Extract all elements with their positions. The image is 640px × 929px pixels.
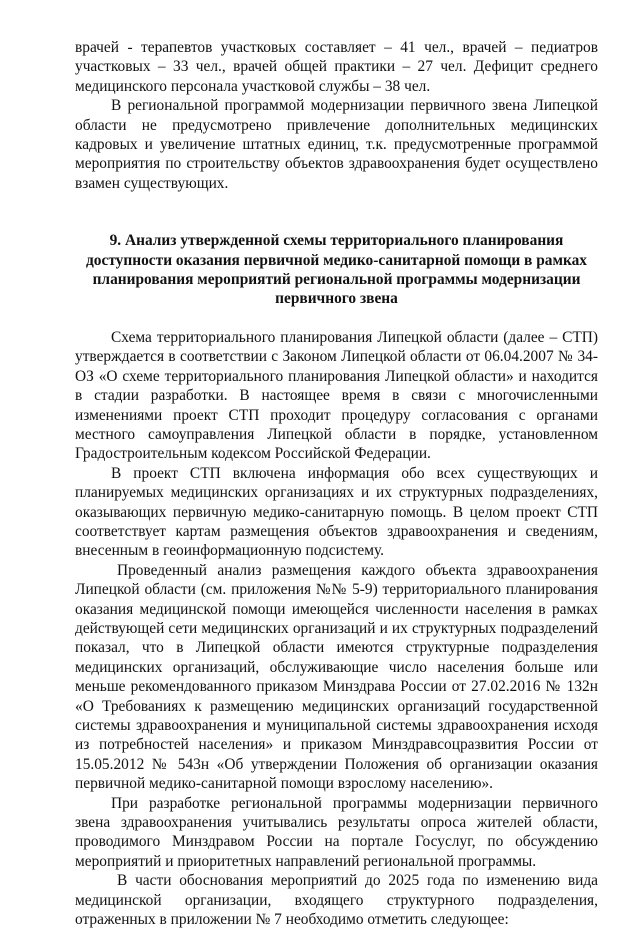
- paragraph-staff-counts: врачей - терапевтов участковых составляет – 41 чел., врачей – педиатров участковых – 33 чел., врачей общей практики – 27 чел. Дефицит среднего медицинского персонала участковой службы – 38 чел.: [75, 39, 598, 95]
- section-heading: 9. Анализ утвержденной схемы территориального планирования доступности оказания первичной медико-санитарной помощи в рамках планирования мероприятий региональной программы модернизации первичного звена: [86, 232, 587, 308]
- document-page: [75, 38, 598, 929]
- paragraph-stp-scheme: Схема территориального планирования Липецкой области (далее – СТП) утверждается в соответствии с Законом Липецкой области от 06.04.2007 № 34-ОЗ «О схеме территориального планирования Липецкой области» и находится в стадии разработки. В настоящее время в связи с многочисленными изменениями проект СТП проходит процедуру согласования с органами местного самоуправления Липецкой области в порядке, установленном Градостроительным кодексом Российской Федерации.: [75, 328, 598, 463]
- paragraph-placement-analysis: Проведенный анализ размещения каждого объекта здравоохранения Липецкой области (см. приложения №№ 5-9) территориального планирования оказания медицинской помощи имеющейся численности населения в рамках действующей сети медицинских организаций и их структурных подразделений показал, что в Липецкой области имеются структурные подразделения медицинских организаций, обслуживающие число населения больше или меньше рекомендованного приказом Минздрава России от 27.02.2016 № 132н «О Требованиях к размещению медицинских организаций государственной системы здравоохранения и муниципальной системы здравоохранения исходя из потребностей населения» и приказом Минздравсоцразвития России от 15.05.2012 № 543н «Об утверждении Положения об организации оказания первичной медико-санитарной помощи взрослому населению».: [75, 561, 598, 793]
- paragraph-measures-2025: В части обоснования мероприятий до 2025 года по изменению вида медицинской организации, входящего структурного подразделения, отраженных в приложении № 7 необходимо отметить следующее:: [75, 872, 598, 929]
- paragraph-regional-program-staff: В региональной программой модернизации первичного звена Липецкой области не предусмотрено привлечение дополнительных медицинских кадровых и увеличение штатных единиц, т.к. предусмотренные программой мероприятия по строительству объектов здравоохранения будет осуществлено взамен существующих.: [75, 97, 598, 192]
- paragraph-survey-results: При разработке региональной программы модернизации первичного звена здравоохранения учитывались результаты опроса жителей области, проводимого Минздравом России на портале Госуслуг, по обсуждению мероприятий и приоритетных направлений региональной программы.: [75, 794, 598, 870]
- paragraph-stp-project-info: В проект СТП включена информация обо всех существующих и планируемых медицинских организациях и их структурных подразделениях, оказывающих первичную медико-санитарную помощь. В целом проект СТП соответствует картам размещения объектов здравоохранения и сведениям, внесенным в геоинформационную подсистему.: [75, 464, 598, 560]
